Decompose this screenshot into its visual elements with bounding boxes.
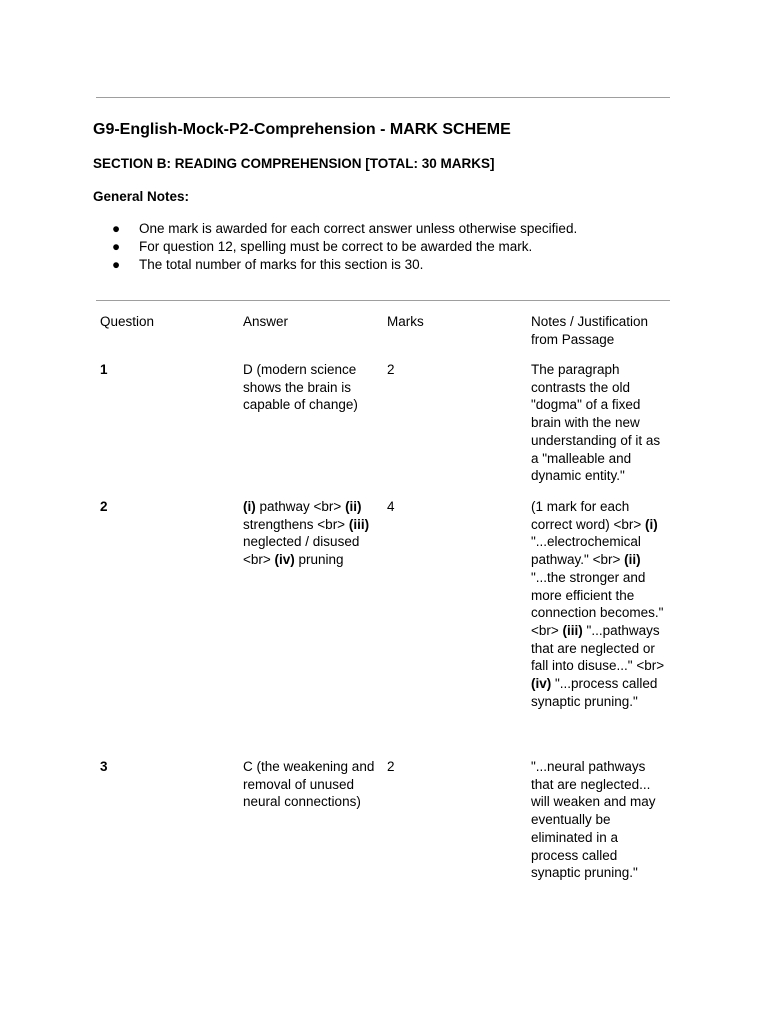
list-item [112, 238, 577, 256]
notes-part: "...the stronger and more efficient the connection becomes." <br> [531, 569, 664, 638]
header-marks: Marks [387, 314, 424, 329]
question-number: 2 [100, 499, 108, 514]
notes-part: "...pathways that are neglected or fall into disuse..." <br> [531, 622, 665, 674]
note-text: One mark is awarded for each correct answer unless otherwise specified. [139, 221, 578, 236]
top-divider [96, 97, 670, 98]
note-text: The total number of marks for this section is 30. [139, 256, 424, 272]
answer-label: (ii) [345, 499, 362, 514]
list-item [112, 220, 577, 238]
question-number: 1 [100, 362, 108, 377]
bullet-icon: ● [112, 256, 121, 272]
answer-part: strengthens <br> [243, 516, 349, 532]
answer-label: (iv) [274, 552, 295, 568]
header-question: Question [100, 314, 155, 329]
bullet-icon: ● [112, 221, 121, 236]
answer-cell: C (the weakening and removal of unused neural connections) [243, 759, 375, 810]
notes-cell [531, 498, 666, 710]
marks-cell: 4 [387, 499, 395, 514]
notes-part: "...electrochemical pathway." <br> [531, 534, 641, 568]
notes-cell: "...neural pathways that are neglected... will weaken and may eventually be eliminated in a process called synaptic pruning." [531, 759, 656, 881]
notes-label: (i) [645, 516, 658, 532]
answer-label: (iii) [348, 516, 370, 532]
answer-part: pruning [294, 552, 344, 568]
marks-cell: 2 [387, 759, 395, 774]
bullet-icon: ● [112, 238, 121, 254]
answer-label: (i) [243, 499, 256, 514]
notes-cell: The paragraph contrasts the old "dogma" of a fixed brain with the new understanding of it as a "malleable and dynamic entity." [531, 362, 661, 484]
header-notes: Notes / Justification from Passage [531, 314, 649, 347]
notes-label: (iii) [562, 622, 583, 638]
answer-part: pathway <br> [255, 499, 346, 514]
section-heading: SECTION B: READING COMPREHENSION [TOTAL: 30 MARKS] [93, 156, 495, 171]
answer-cell: D (modern science shows the brain is capable of change) [243, 362, 358, 413]
notes-label: (iv) [531, 676, 552, 692]
notes-part: "...process called synaptic pruning." [531, 676, 658, 709]
list-item [112, 256, 577, 274]
header-answer: Answer [243, 314, 289, 329]
table-top-divider [96, 300, 670, 301]
document-title: G9-English-Mock-P2-Comprehension - MARK SCHEME [93, 121, 511, 138]
question-number: 3 [100, 759, 108, 774]
answer-cell [243, 498, 378, 569]
notes-label: (ii) [624, 552, 641, 568]
note-text: For question 12, spelling must be correct to be awarded the mark. [139, 238, 533, 254]
general-notes-heading: General Notes: [93, 189, 190, 204]
notes-part: (1 mark for each correct word) <br> [531, 499, 646, 532]
answer-part: neglected / disused <br> [243, 534, 360, 568]
marks-cell: 2 [387, 362, 395, 377]
general-notes-list [112, 220, 577, 273]
